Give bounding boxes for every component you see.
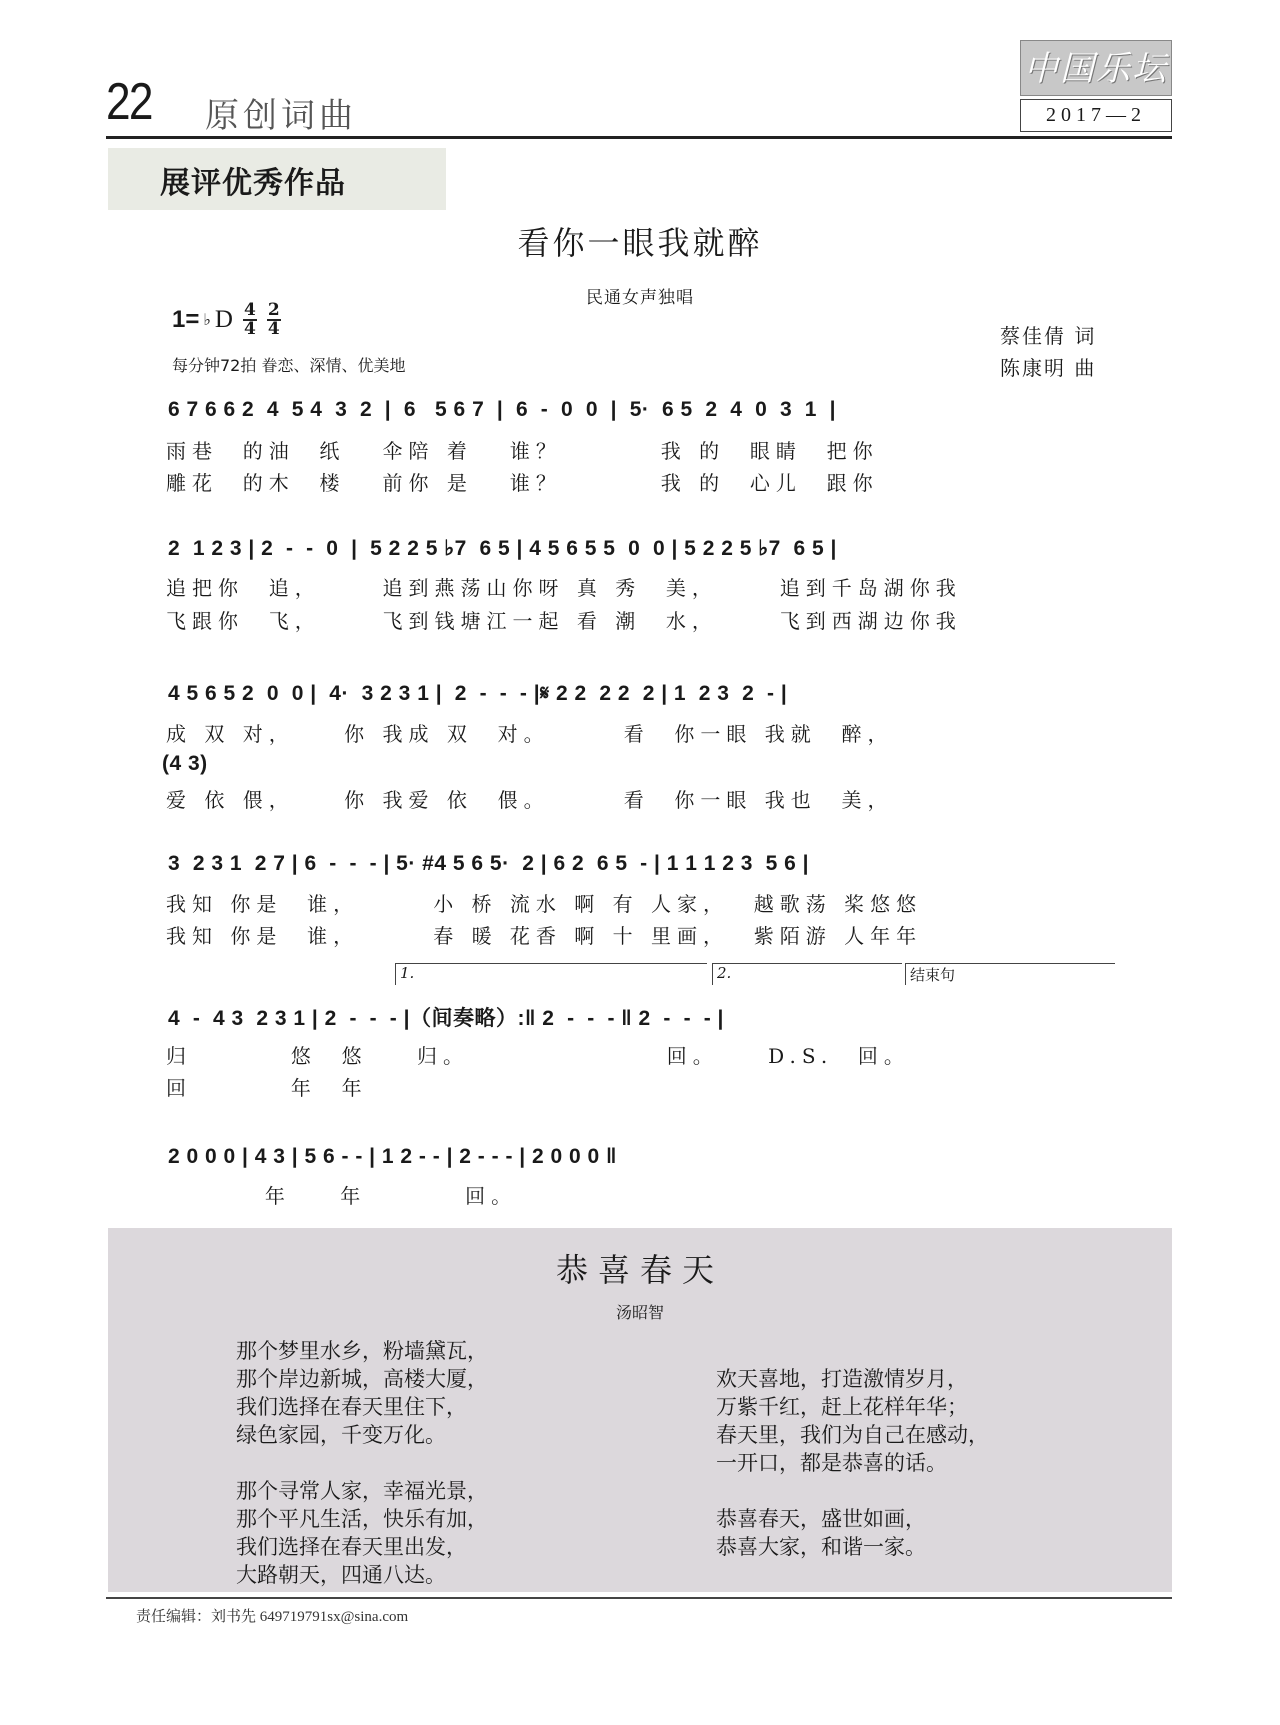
poem-line: 绿色家园，千变万化。 bbox=[236, 1423, 446, 1447]
notation-line-5: 4 - 4 3 2 3 1 | 2 - - - |（间奏略）:‖ 2 - - - ‖ 2 - - - | bbox=[168, 1007, 724, 1030]
ending-phrase-label: 结束句 bbox=[905, 963, 1115, 985]
footer-rule bbox=[106, 1597, 1172, 1599]
volta-second-ending: 2. bbox=[712, 963, 902, 985]
poem-right-column bbox=[716, 1365, 989, 1561]
time-signature-2: $\frac{2}{4}$ bbox=[267, 300, 280, 339]
notation-line-1: 6 7 6 6 2 4 5 4 3 2 | 6 5 6 7 | 6 - 0 0 | 5· 6 5 2 4 0 3 1 | bbox=[168, 398, 837, 421]
poem-title: 恭喜春天 bbox=[555, 1251, 724, 1289]
lyricist-credit: 蔡佳倩 词 bbox=[1000, 324, 1097, 348]
key-prefix: 1= bbox=[172, 306, 200, 333]
editor-credit: 责任编辑：刘书先 649719791sx@sina.com bbox=[136, 1609, 409, 1625]
poem-line: 那个寻常人家，幸福光景， bbox=[236, 1479, 488, 1503]
tempo-marking: 每分钟72拍 眷恋、深情、优美地 bbox=[172, 356, 406, 375]
poem-line: 一开口，都是恭喜的话。 bbox=[716, 1451, 947, 1475]
magazine-logo: 中国乐坛 bbox=[1020, 40, 1172, 96]
banner-label: 展评优秀作品 bbox=[160, 166, 346, 201]
notation-line-4: 3 2 3 1 2 7 | 6 - - - | 5· #4 5 6 5· 2 | 6 2 6 5 - | 1 1 1 2 3 5 6 | bbox=[168, 852, 810, 875]
poem-line: 那个平凡生活，快乐有加， bbox=[236, 1507, 488, 1531]
header-rule bbox=[106, 136, 1172, 139]
issue-number: 2017—2 bbox=[1020, 99, 1172, 132]
lyrics-verse-2-line-5: 回 年 年 bbox=[166, 1076, 368, 1100]
time-signature-1: $\frac{4}{4}$ bbox=[243, 300, 256, 339]
notation-line-3: 4 5 6 5 2 0 0 | 4· 3 2 3 1 | 2 - - - |𝄋 2 2 2 2 2 | 1 2 3 2 - | bbox=[168, 682, 788, 705]
lyrics-verse-2-line-4: 我知 你是 谁， 春 暖 花香 啊 十 里画， 紫陌游 人年年 bbox=[166, 924, 923, 948]
poem-line: 万紫千红，赶上花样年华； bbox=[716, 1395, 968, 1419]
poem-line: 我们选择在春天里住下， bbox=[236, 1395, 467, 1419]
flat-icon: ♭ bbox=[203, 312, 211, 329]
alternate-notes: (4 3) bbox=[162, 752, 208, 775]
poem-author: 汤昭智 bbox=[615, 1303, 664, 1322]
poem-left-column bbox=[236, 1337, 488, 1589]
composer-credit: 陈康明 曲 bbox=[1000, 356, 1097, 380]
volta-first-ending: 1. bbox=[395, 963, 707, 985]
lyrics-verse-2-line-2: 飞跟你 飞， 飞到钱塘江一起 看 潮 水， 飞到西湖边你我 bbox=[166, 609, 962, 633]
lyrics-verse-1-line-5: 归 悠 悠 归。 回。 D.S. 回。 bbox=[166, 1044, 910, 1068]
key-tonic: D bbox=[214, 306, 233, 333]
section-title: 原创词曲 bbox=[205, 96, 357, 136]
page-number: 22 bbox=[106, 73, 152, 131]
lyrics-verse-1-line-2: 追把你 追， 追到燕荡山你呀 真 秀 美， 追到千岛湖你我 bbox=[166, 576, 962, 600]
lyrics-verse-2-line-1: 雕花 的木 楼 前你 是 谁？ 我 的 心儿 跟你 bbox=[166, 471, 879, 495]
poem-line: 欢天喜地，打造激情岁月， bbox=[716, 1367, 968, 1391]
poem-line: 春天里，我们为自己在感动， bbox=[716, 1423, 989, 1447]
lyrics-verse-1-line-4: 我知 你是 谁， 小 桥 流水 啊 有 人家， 越歌荡 桨悠悠 bbox=[166, 892, 923, 916]
poem-line: 那个岸边新城，高楼大厦， bbox=[236, 1367, 488, 1391]
poem-line: 恭喜春天，盛世如画， bbox=[716, 1507, 926, 1531]
poem-line: 大路朝天，四通八达。 bbox=[236, 1563, 446, 1587]
lyrics-verse-1-line-1: 雨巷 的油 纸 伞陪 着 谁？ 我 的 眼睛 把你 bbox=[166, 439, 879, 463]
lyrics-verse-1-line-3: 成 双 对， 你 我成 双 对。 看 你一眼 我就 醉， bbox=[166, 722, 894, 746]
notation-line-2: 2 1 2 3 | 2 - - 0 | 5 2 2 5 ♭7 6 5 | 4 5 6 5 5 0 0 | 5 2 2 5 ♭7 6 5 | bbox=[168, 537, 837, 560]
song-subtitle: 民通女声独唱 bbox=[586, 288, 694, 308]
lyrics-verse-2-line-3: 爱 依 偎， 你 我爱 依 偎。 看 你一眼 我也 美， bbox=[166, 788, 894, 812]
poem-line: 那个梦里水乡，粉墙黛瓦， bbox=[236, 1339, 488, 1363]
song-title: 看你一眼我就醉 bbox=[517, 224, 763, 262]
key-signature bbox=[172, 302, 281, 338]
poem-line: 恭喜大家，和谐一家。 bbox=[716, 1535, 926, 1559]
poem-line: 我们选择在春天里出发， bbox=[236, 1535, 467, 1559]
lyrics-line-6: 年 年 回。 bbox=[166, 1184, 518, 1208]
notation-line-6: 2 0 0 0 | 4 3 | 5 6 - - | 1 2 - - | 2 - - - | 2 0 0 0 ‖ bbox=[168, 1145, 617, 1168]
